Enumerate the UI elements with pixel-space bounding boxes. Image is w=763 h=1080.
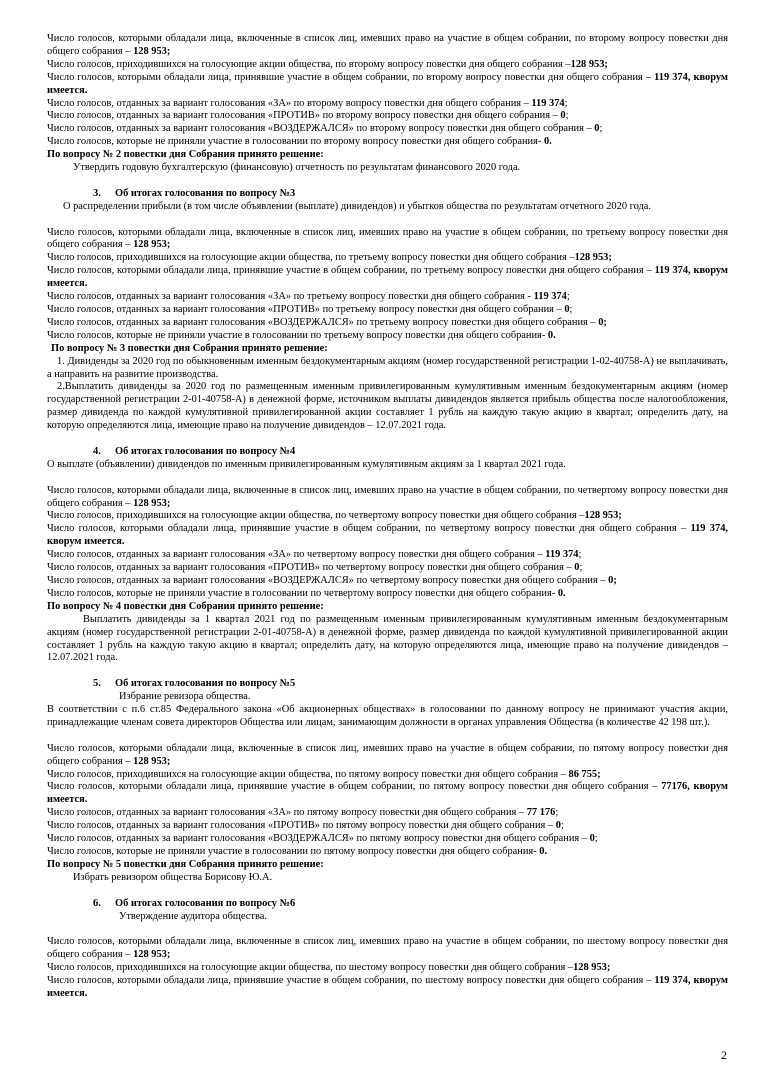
q3-voting-shares: Число голосов, приходившихся на голосующие акции общества, по третьему вопросу повестки дня общего собрания –128 953; xyxy=(47,252,612,264)
q2-vote-abstain: Число голосов, отданных за вариант голосования «ВОЗДЕРЖАЛСЯ» по второму вопросу повестки дня общего собрания – 0; xyxy=(47,123,603,135)
q4-decision-text: Выплатить дивиденды за 1 квартал 2021 год по размещенным именным привилегированным кумулятивным именным бездокументарным акциям (номер государственной регистрации 2-01-40758-А) в денежной форме, размер дивиденда по каждой кумулятивной привилегированной акции составляет 1 рубль на каждую такую акцию в квартал; определить дату, на которую определяются лица, имеющие право на получение дивидендов – 12.07.2021 года. xyxy=(47,613,728,664)
q4-subject: О выплате (объявлении) дивидендов по именным привилегированным кумулятивным акциям за 1 квартал 2021 года. xyxy=(47,458,566,470)
page-number: 2 xyxy=(721,1048,727,1062)
q2-vote-against: Число голосов, отданных за вариант голосования «ПРОТИВ» по второму вопросу повестки дня общего собрания – 0; xyxy=(47,110,569,122)
q6-participants: Число голосов, которыми обладали лица, принявшие участие в общем собрании, по шестому вопросу повестки дня общего собрания – 119 374, кворум имеется. xyxy=(47,975,728,999)
q3-heading: 3. Об итогах голосования по вопросу №3 xyxy=(93,187,296,199)
q3-vote-none: Число голосов, которые не приняли участие в голосовании по третьему вопросу повестки дня общего собрания- 0. xyxy=(47,329,556,341)
q3-eligible-votes: Число голосов, которыми обладали лица, включенные в список лиц, имевших право на участие в общем собрании, по третьему вопросу повестки дня общего собрания – 128 953; xyxy=(47,226,728,251)
q6-subject: Утверждение аудитора общества. xyxy=(119,910,267,922)
q5-vote-for: Число голосов, отданных за вариант голосования «ЗА» по пятому вопросу повестки дня общего собрания – 77 176; xyxy=(47,807,559,819)
q3-decision-1: 1. Дивиденды за 2020 год по обыкновенным именным бездокументарным акциям (номер государственной регистрации 1-02-40758-А) не выплачивать, а направить на развитие производства. xyxy=(47,355,728,380)
q3-vote-for: Число голосов, отданных за вариант голосования «ЗА» по третьему вопросу повестки дня общего собрания - 119 374; xyxy=(47,291,570,303)
q5-heading: 5. Об итогах голосования по вопросу №5 xyxy=(93,678,296,690)
q5-vote-none: Число голосов, которые не приняли участие в голосовании по пятому вопросу повестки дня общего собрания- 0. xyxy=(47,846,548,857)
q2-eligible-votes: Число голосов, которыми обладали лица, включенные в список лиц, имевших право на участие в общем собрании, по второму вопросу повестки дня общего собрания – 128 953; xyxy=(47,33,728,57)
q5-decision-text: Избрать ревизором общества Борисову Ю.А. xyxy=(73,871,273,883)
q3-vote-abstain: Число голосов, отданных за вариант голосования «ВОЗДЕРЖАЛСЯ» по третьему вопросу повестки дня общего собрания – 0; xyxy=(47,316,607,328)
q6-heading: 6. Об итогах голосования по вопросу №6 xyxy=(93,897,296,909)
q6-eligible-votes: Число голосов, которыми обладали лица, включенные в список лиц, имевших право на участие в общем собрании, по шестому вопросу повестки дня общего собрания – 128 953; xyxy=(47,936,728,961)
q5-eligible-votes: Число голосов, которыми обладали лица, включенные в список лиц, имевших право на участие в общем собрании, по пятому вопросу повестки дня общего собрания – 128 953; xyxy=(47,742,728,767)
q5-subject: Избрание ревизора общества. xyxy=(119,691,251,703)
q4-decision-heading: По вопросу № 4 повестки дня Собрания принято решение: xyxy=(47,600,324,612)
q4-participants: Число голосов, которыми обладали лица, принявшие участие в общем собрании, по четвертому вопросу повестки дня общего собрания – 119 374, кворум имеется. xyxy=(47,523,728,548)
q5-note: В соответствии с п.6 ст.85 Федерального закона «Об акционерных обществах» в голосовании по данному вопросу не принимают участия акции, принадлежащие членам совета директоров Общества или лицам, занимающим должности в органах управления Общества (в количестве 42 198 шт.). xyxy=(47,704,728,728)
q4-vote-for: Число голосов, отданных за вариант голосования «ЗА» по четвертому вопросу повестки дня общего собрания – 119 374; xyxy=(47,549,582,561)
q2-vote-for: Число голосов, отданных за вариант голосования «ЗА» по второму вопросу повестки дня общего собрания – 119 374; xyxy=(47,97,568,109)
q2-decision-text: Утвердить годовую бухгалтерскую (финансовую) отчетность по результатам финансового 2020 года. xyxy=(73,162,521,174)
q4-voting-shares: Число голосов, приходившихся на голосующие акции общества, по четвертому вопросу повестки дня общего собрания –128 953; xyxy=(47,510,622,522)
q5-vote-against: Число голосов, отданных за вариант голосования «ПРОТИВ» по пятому вопросу повестки дня общего собрания – 0; xyxy=(47,820,564,832)
q5-vote-abstain: Число голосов, отданных за вариант голосования «ВОЗДЕРЖАЛСЯ» по пятому вопросу повестки дня общего собрания – 0; xyxy=(47,833,598,845)
q3-subject: О распределении прибыли (в том числе объявлении (выплате) дивидендов) и убытков общества по результатам отчетного 2020 года. xyxy=(63,200,652,212)
q6-voting-shares: Число голосов, приходившихся на голосующие акции общества, по шестому вопросу повестки дня общего собрания –128 953; xyxy=(47,962,611,974)
q2-decision-heading: По вопросу № 2 повестки дня Собрания принято решение: xyxy=(47,149,324,161)
q3-decision-heading: По вопросу № 3 повестки дня Собрания принято решение: xyxy=(51,342,328,354)
q3-participants: Число голосов, которыми обладали лица, принявшие участие в общем собрании, по третьему вопросу повестки дня общего собрания – 119 374, кворум имеется. xyxy=(47,265,728,290)
q5-participants: Число голосов, которыми обладали лица, принявшие участие в общем собрании, по пятому вопросу повестки дня общего собрания – 77176, кворум имеется. xyxy=(47,781,729,806)
q4-heading: 4. Об итогах голосования по вопросу №4 xyxy=(93,445,296,457)
q4-vote-against: Число голосов, отданных за вариант голосования «ПРОТИВ» по четвертому вопросу повестки дня общего собрания – 0; xyxy=(47,562,583,574)
q4-eligible-votes: Число голосов, которыми обладали лица, включенные в список лиц, имевших право на участие в общем собрании, по четвертому вопросу повестки дня общего собрания – 128 953; xyxy=(47,484,728,509)
q4-vote-abstain: Число голосов, отданных за вариант голосования «ВОЗДЕРЖАЛСЯ» по четвертому вопросу повестки дня общего собрания – 0; xyxy=(47,575,617,586)
q2-participants: Число голосов, которыми обладали лица, принявшие участие в общем собрании, по второму вопросу повестки дня общего собрания – 119 374, кворум имеется. xyxy=(47,71,728,96)
q4-vote-none: Число голосов, которые не приняли участие в голосовании по четвертому вопросу повестки дня общего собрания- 0. xyxy=(47,587,566,599)
q2-vote-none: Число голосов, которые не приняли участие в голосовании по второму вопросу повестки дня общего собрания- 0. xyxy=(47,136,552,148)
q5-voting-shares: Число голосов, приходившихся на голосующие акции общества, по пятому вопросу повестки дня общего собрания – 86 755; xyxy=(47,768,601,780)
q5-decision-heading: По вопросу № 5 повестки дня Собрания принято решение: xyxy=(47,858,324,870)
q2-voting-shares: Число голосов, приходившихся на голосующие акции общества, по второму вопросу повестки дня общего собрания –128 953; xyxy=(47,58,608,70)
q3-decision-2: 2.Выплатить дивиденды за 2020 год по размещенным именным привилегированным кумулятивным именным бездокументарным акциям (номер государственной регистрации 2-01-40758-А) в денежной форме, источником выплаты дивидендов является прибыль общества после налогообложения, размер дивиденда по каждой кумулятивной привилегированной акции составляет 1 рубль на каждую такую акцию в квартал; определить дату, на которую определяются лица, имеющие право на получение дивидендов – 12.07.2021 года. xyxy=(47,381,728,432)
q3-vote-against: Число голосов, отданных за вариант голосования «ПРОТИВ» по третьему вопросу повестки дня общего собрания – 0; xyxy=(47,304,573,315)
